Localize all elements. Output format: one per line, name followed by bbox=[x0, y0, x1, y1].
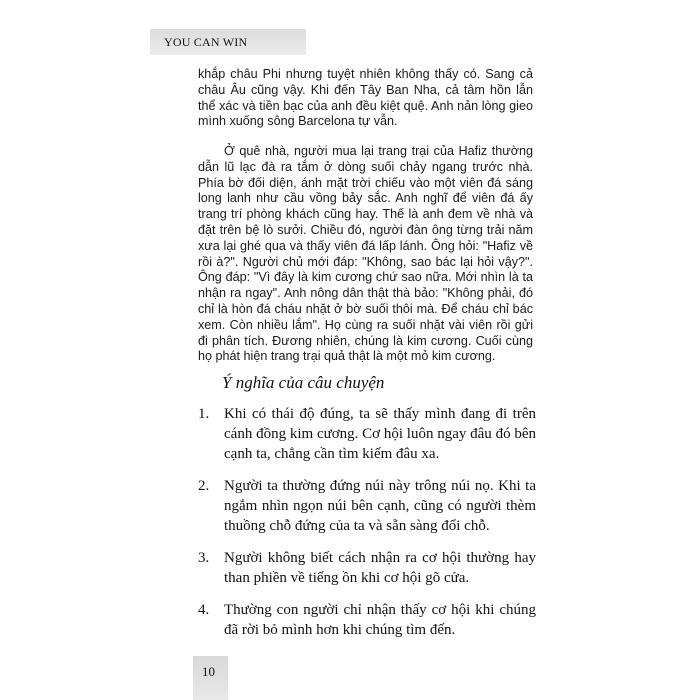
list-item-number: 4. bbox=[198, 602, 210, 618]
list-item-number: 1. bbox=[198, 406, 210, 422]
list-item-text: Người ta thường đứng núi này trông núi nọ. Khi ta ngắm nhìn ngọn núi bên cạnh, cũng có người thèm thuồng chỗ đứng của ta và sẵn sàng đổi chỗ. bbox=[224, 478, 536, 534]
list-item-number: 3. bbox=[198, 550, 210, 566]
list-item bbox=[198, 548, 536, 588]
list-item-number: 2. bbox=[198, 478, 210, 494]
list-item-text: Người không biết cách nhận ra cơ hội thường hay than phiền về tiếng ồn khi cơ hội gõ cửa. bbox=[224, 550, 536, 586]
list-item bbox=[198, 476, 536, 536]
list-item bbox=[198, 600, 536, 640]
lesson-title: Ý nghĩa của câu chuyện bbox=[222, 373, 385, 392]
story-paragraph-2: Ở quê nhà, người mua lại trang trại của Hafiz thường dẫn lũ lạc đà ra tắm ở dòng suối chảy ngang trước nhà. Phía bờ đối diện, ánh mặt trời chiếu vào một viên đá sáng long lanh như cầu vồng bảy sắc. Anh nghĩ để viên đá ấy trang trí phòng khách cũng hay. Thế là anh đem về nhà và đặt trên bệ lò sưởi. Chiều đó, người đàn ông từng trải năm xưa lại ghé qua và thấy viên đá lấp lánh. Ông hỏi: "Hafiz về rồi à?". Người chủ mới đáp: "Không, sao bác lại hỏi vậy?". Ông đáp: "Vì đây là kim cương chứ sao nữa. Mới nhìn là ta nhận ra ngay". Anh nông dân thật thà bảo: "Không phải, đó chỉ là hòn đá cháu nhặt ở bờ suối thôi mà. Để cháu chỉ bác xem. Còn nhiều lắm". Họ cùng ra suối nhặt vài viên rồi gửi đi phân tích. Đương nhiên, chúng là kim cương. Cuối cùng họ phát hiện trang trại quả thật là một mỏ kim cương. bbox=[198, 144, 533, 364]
list-item bbox=[198, 404, 536, 464]
list-item-text: Thường con người chỉ nhận thấy cơ hội khi chúng đã rời bỏ mình hơn khi chúng tìm đến. bbox=[224, 602, 536, 638]
list-item-text: Khi có thái độ đúng, ta sẽ thấy mình đang đi trên cánh đồng kim cương. Cơ hội luôn ngay đâu đó bên cạnh ta, chẳng cần tìm kiếm đâu xa. bbox=[224, 406, 536, 462]
running-title: YOU CAN WIN bbox=[164, 35, 248, 49]
story-paragraph-1-block bbox=[198, 67, 533, 130]
lesson-list bbox=[198, 404, 536, 652]
page-number: 10 bbox=[202, 664, 215, 679]
story-paragraph-2-block bbox=[198, 144, 533, 365]
story-paragraph-1: khắp châu Phi nhưng tuyệt nhiên không thấy có. Sang cả châu Âu cũng vậy. Khi đến Tây Ban Nha, cả tâm hồn lẫn thể xác và tiền bạc của anh đều kiệt quệ. Anh nản lòng gieo mình xuống sông Barcelona tự vẫn. bbox=[198, 67, 533, 129]
running-header bbox=[150, 29, 306, 55]
page-footer bbox=[193, 656, 228, 700]
